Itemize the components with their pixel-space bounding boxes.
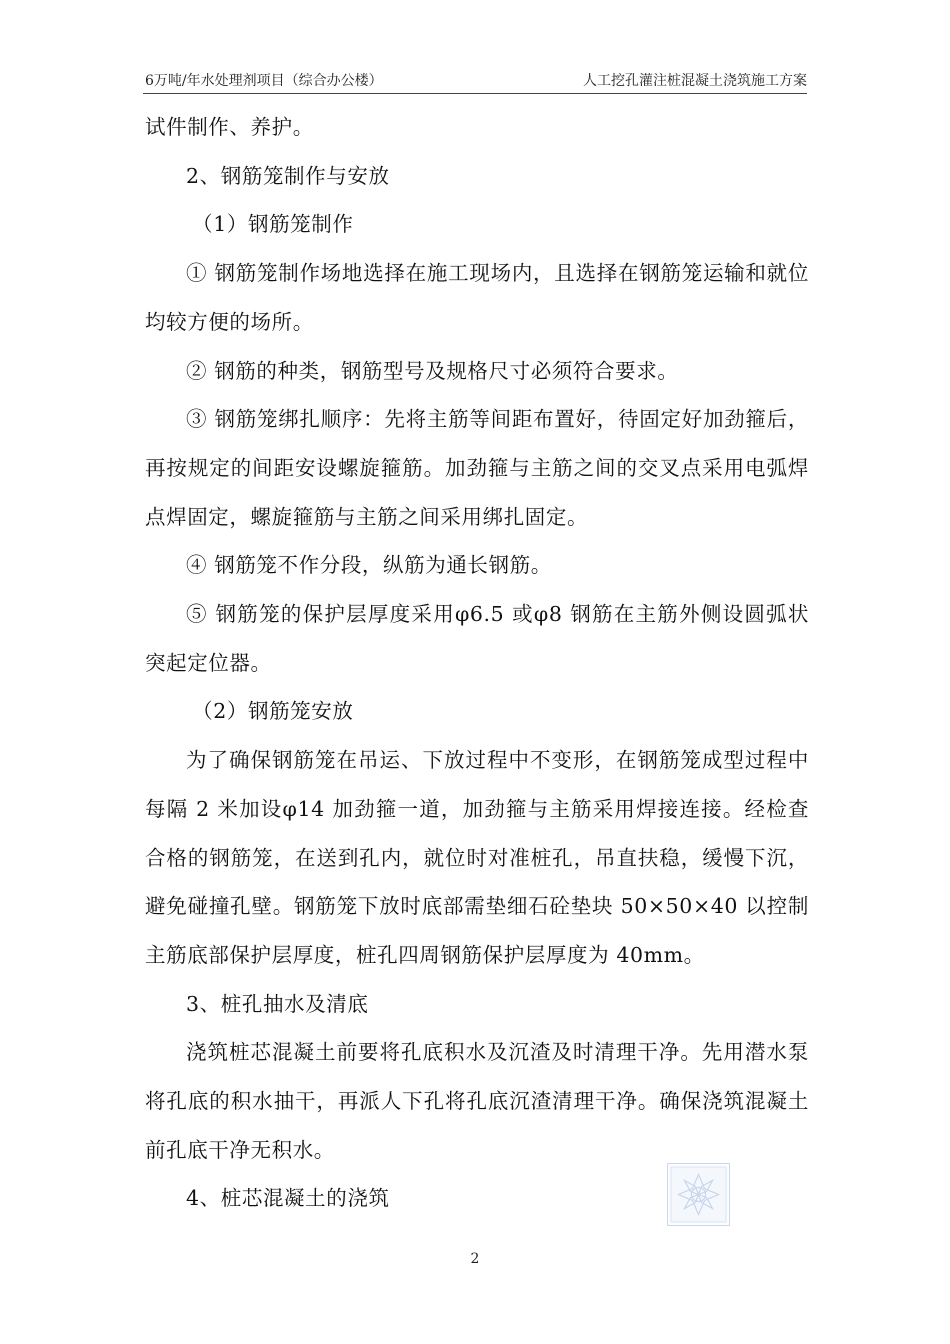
list-item-3: ③ 钢筋笼绑扎顺序：先将主筋等间距布置好，待固定好加劲箍后，再按规定的间距安设螺旋箍筋。加劲箍与主筋之间的交叉点采用电弧焊点焊固定，螺旋箍筋与主筋之间采用绑扎固定。 <box>145 407 809 529</box>
list-item-1: ① 钢筋笼制作场地选择在施工现场内，且选择在钢筋笼运输和就位均较方便的场所。 <box>145 261 809 334</box>
section-heading-rebar-cage: 2、钢筋笼制作与安放 <box>186 163 390 188</box>
section-heading-concrete-pouring: 4、桩芯混凝土的浇筑 <box>186 1186 390 1211</box>
section-heading-dewatering: 3、桩孔抽水及清底 <box>186 991 369 1016</box>
list-item-5: ⑤ 钢筋笼的保护层厚度采用φ6.5 或φ8 钢筋在主筋外侧设圆弧状突起定位器。 <box>145 602 809 675</box>
list-item-2: ② 钢筋的种类，钢筋型号及规格尺寸必须符合要求。 <box>186 358 679 383</box>
watermark-logo <box>667 1163 730 1226</box>
header-document-title: 人工挖孔灌注桩混凝土浇筑施工方案 <box>583 73 807 89</box>
header-divider <box>143 93 807 94</box>
paragraph-placement: 为了确保钢筋笼在吊运、下放过程中不变形，在钢筋笼成型过程中每隔 2 米加设φ14 加劲箍一道，加劲箍与主筋采用焊接连接。经检查合格的钢筋笼，在送到孔内，就位时对准桩孔，吊直扶稳，缓慢下沉，避免碰撞孔壁。钢筋笼下放时底部需垫细石砼垫块 50×50×40 以控制主筋底部保护层厚度，桩孔四周钢筋保护层厚度为 40mm。 <box>145 748 809 967</box>
paragraph-dewatering: 浇筑桩芯混凝土前要将孔底积水及沉渣及时清理干净。先用潜水泵将孔底的积水抽干，再派人下孔将孔底沉渣清理干净。确保浇筑混凝土前孔底干净无积水。 <box>145 1040 809 1162</box>
paragraph-continuation: 试件制作、养护。 <box>145 115 314 139</box>
subsection-heading-fabrication: （1）钢筋笼制作 <box>192 212 354 237</box>
document-body <box>145 103 809 1223</box>
header-project-name: 6万吨/年水处理剂项目（综合办公楼） <box>145 73 383 89</box>
list-item-4: ④ 钢筋笼不作分段，纵筋为通长钢筋。 <box>186 553 552 578</box>
page-number: 2 <box>470 1251 480 1267</box>
subsection-heading-placement: （2）钢筋笼安放 <box>192 699 354 724</box>
